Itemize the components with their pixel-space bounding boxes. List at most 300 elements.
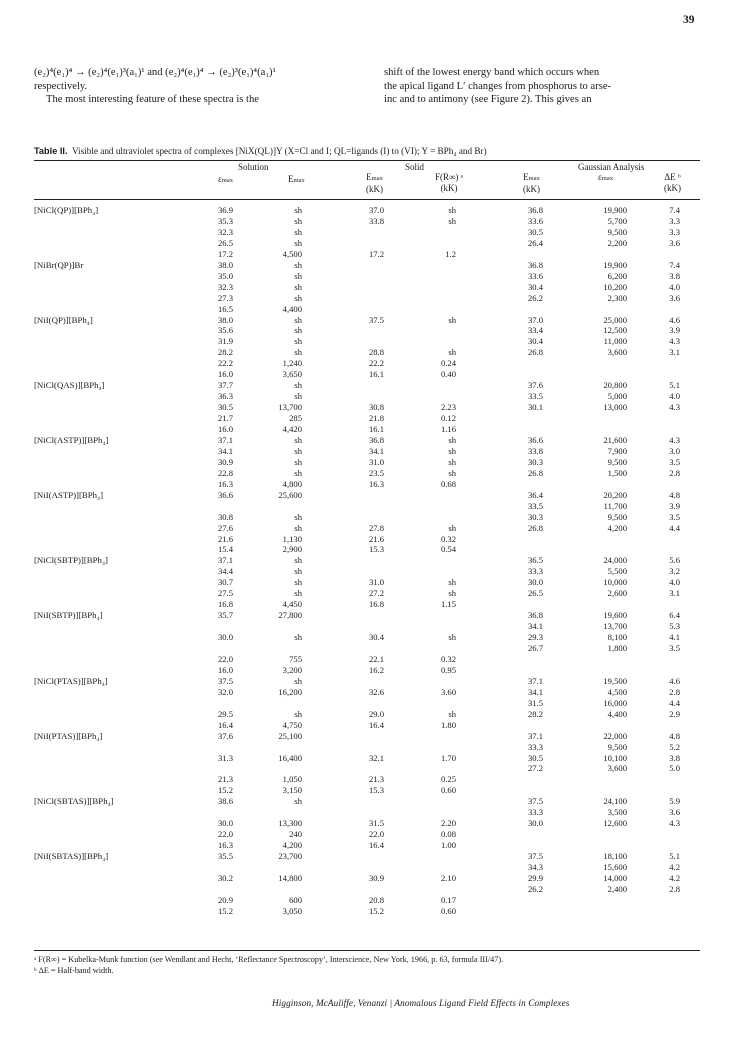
- table-cell: 4.1: [669, 632, 680, 643]
- table-cell: 21.6: [368, 533, 384, 544]
- table-cell: 31.0: [368, 577, 384, 588]
- text-line: the apical ligand L′ changes from phosphorus to arse-: [384, 80, 612, 92]
- table-cell: 16.2: [368, 664, 384, 675]
- table-cell: 35.7: [217, 610, 233, 621]
- table-cell: 13,300: [278, 818, 302, 829]
- table-cell: 31.5: [368, 818, 384, 829]
- table-cell: sh: [294, 456, 302, 467]
- table-cell: 4.2: [669, 862, 680, 872]
- table-cell: 1.80: [440, 719, 456, 730]
- table-cell: 33.8: [527, 445, 543, 456]
- text-line: shift of the lowest energy band which occurs when: [384, 67, 600, 78]
- table-cell: 19,500: [603, 675, 627, 686]
- table-cell: 3.1: [669, 347, 680, 358]
- table-cell: 0.68: [440, 478, 456, 489]
- table-cell: 29.0: [368, 708, 384, 719]
- table-cell: 34.3: [527, 862, 543, 872]
- table-cell: 4.6: [669, 314, 680, 325]
- table-cell: 0.32: [440, 653, 456, 664]
- table-cell: 0.24: [440, 358, 456, 369]
- table-cell: sh: [294, 380, 302, 391]
- table-cell: 3,200: [282, 664, 302, 675]
- table-cell: sh: [294, 708, 302, 719]
- table-cell: 3.3: [669, 215, 680, 226]
- table-cell: 0.60: [440, 905, 456, 916]
- table-cell: 13,700: [278, 402, 302, 413]
- table-cell: 36.3: [217, 391, 233, 402]
- table-cell: 0.60: [440, 785, 456, 796]
- compound-label: [NiBr(QP)]Br: [34, 259, 84, 270]
- table-cell: sh: [294, 391, 302, 402]
- table-cell: 3.6: [669, 807, 680, 818]
- table-cell: 4.3: [669, 336, 680, 347]
- table-cell: 9,500: [607, 226, 627, 237]
- left-column-text: [34, 66, 359, 107]
- table-cell: 27.8: [368, 522, 384, 533]
- table-cell: 0.32: [440, 533, 456, 544]
- table-cell: sh: [448, 347, 456, 358]
- table-cell: 5,500: [607, 566, 627, 577]
- table-cell: 16.4: [217, 719, 233, 730]
- table-cell: 4,450: [282, 599, 302, 610]
- table-cell: 3.8: [669, 752, 680, 763]
- table-cell: 16.0: [217, 424, 233, 434]
- table-cell: 4,400: [282, 303, 302, 314]
- table-cell: 37.0: [527, 314, 543, 325]
- table-cell: 16.1: [368, 369, 384, 380]
- table-cell: 5.1: [669, 380, 680, 391]
- table-cell: 16.0: [217, 664, 233, 675]
- table-cell: 3.8: [669, 270, 680, 281]
- table-cell: 27.6: [217, 522, 233, 533]
- table-cell: 22.8: [217, 467, 233, 478]
- table-cell: sh: [294, 215, 302, 226]
- table-cell: 33.3: [527, 741, 543, 752]
- table-cell: 26.5: [527, 588, 543, 599]
- table-cell: 31.9: [217, 336, 233, 347]
- table-cell: 26.8: [527, 467, 543, 478]
- compound-label: [NiI(ASTP)][BPh₄]: [34, 489, 104, 500]
- compound-label: [NiCl(ASTP)][BPh₄]: [34, 434, 109, 445]
- table-cell: 30.3: [527, 511, 543, 522]
- table-cell: 15.2: [217, 785, 233, 796]
- table-cell: 34.1: [217, 445, 233, 456]
- col-header-solid-F: F(R∞) ᵃ (kK): [435, 172, 464, 193]
- table-cell: 37.6: [527, 380, 543, 391]
- table-cell: 32.3: [217, 226, 233, 237]
- table-cell: 28.2: [217, 347, 233, 358]
- compound-label: [NiCl(PTAS)][BPh₄]: [34, 675, 108, 686]
- table-cell: 10,100: [603, 752, 627, 763]
- table-cell: 10,000: [603, 577, 627, 588]
- table-cell: 36.8: [527, 259, 543, 270]
- table-cell: sh: [294, 314, 302, 325]
- right-column-text: [384, 66, 709, 107]
- col-header-gauss-E: Emax (kK): [523, 172, 540, 194]
- table-cell: sh: [294, 226, 302, 237]
- table-cell: 15.2: [217, 905, 233, 916]
- table-cell: 4.3: [669, 818, 680, 829]
- table-cell: 16.4: [368, 719, 384, 730]
- table-cell: 28.2: [527, 708, 543, 719]
- table-cell: 33.3: [527, 566, 543, 577]
- table-cell: 30.9: [368, 872, 384, 883]
- table-cell: 36.9: [217, 205, 233, 215]
- text-line: respectively.: [34, 80, 88, 92]
- table-title: Visible and ultraviolet spectra of complexes [NiX(QL)]Y (X=Cl and I; QL=ligands (I) to (VI); Y = BPh₄ and Br): [71, 146, 487, 156]
- table-cell: sh: [294, 434, 302, 445]
- table-cell: 13,000: [603, 402, 627, 413]
- table-cell: 3.60: [440, 686, 456, 697]
- table-cell: 29.3: [527, 632, 543, 643]
- table-cell: 15.3: [368, 544, 384, 555]
- table-cell: sh: [294, 511, 302, 522]
- table-cell: 16.5: [217, 303, 233, 314]
- table-cell: sh: [294, 555, 302, 566]
- table-cell: 30.0: [217, 632, 233, 643]
- table-cell: 20,200: [603, 489, 627, 500]
- compound-label: [NiCl(SBTAS)][BPh₄]: [34, 796, 114, 807]
- table-top-rule: [34, 160, 700, 161]
- table-cell: 33.8: [368, 215, 384, 226]
- table-cell: sh: [448, 577, 456, 588]
- table-cell: 16.8: [217, 599, 233, 610]
- table-cell: 27.5: [217, 588, 233, 599]
- table-cell: 11,700: [603, 500, 627, 511]
- table-cell: 26.7: [527, 643, 543, 653]
- col-header-sol-E: Emax: [288, 174, 305, 184]
- table-cell: 9,500: [607, 741, 627, 752]
- table-caption: [34, 146, 487, 156]
- table-cell: 2.8: [669, 467, 680, 478]
- table-footnotes: [34, 954, 700, 976]
- table-cell: 3.1: [669, 588, 680, 599]
- table-cell: 37.5: [527, 796, 543, 807]
- compound-label: [NiCl(QAS)][BPh₄]: [34, 380, 105, 391]
- table-cell: 16.8: [368, 599, 384, 610]
- table-cell: 36.4: [527, 489, 543, 500]
- table-cell: 34.4: [217, 566, 233, 577]
- table-cell: 3.5: [669, 456, 680, 467]
- table-cell: 0.12: [440, 413, 456, 424]
- table-cell: sh: [448, 205, 456, 215]
- table-cell: 38.0: [217, 314, 233, 325]
- table-cell: 16,200: [278, 686, 302, 697]
- group-header-solid: Solid: [405, 162, 425, 172]
- table-cell: 21.8: [368, 413, 384, 424]
- table-cell: 12,500: [603, 325, 627, 336]
- table-cell: 2.23: [440, 402, 456, 413]
- table-cell: 0.54: [440, 544, 456, 555]
- table-cell: 35.5: [217, 851, 233, 862]
- table-cell: 4.6: [669, 675, 680, 686]
- table-cell: 1.15: [440, 599, 456, 610]
- page-number: 39: [683, 14, 695, 26]
- table-cell: 5.0: [669, 763, 680, 774]
- table-cell: 7,900: [607, 445, 627, 456]
- table-header-rule: [34, 199, 700, 200]
- table-cell: 3,500: [607, 807, 627, 818]
- table-cell: 16.3: [368, 478, 384, 489]
- table-cell: 4,750: [282, 719, 302, 730]
- table-cell: 24,100: [603, 796, 627, 807]
- table-cell: 27.2: [527, 763, 543, 774]
- table-cell: 30.2: [217, 872, 233, 883]
- table-cell: sh: [294, 467, 302, 478]
- table-cell: 16.1: [368, 424, 384, 434]
- table-cell: 37.1: [527, 730, 543, 741]
- table-cell: 1.70: [440, 752, 456, 763]
- table-cell: 37.1: [527, 675, 543, 686]
- compound-label: [NiI(QP)][BPh₄]: [34, 314, 93, 325]
- table-cell: 2,300: [607, 292, 627, 303]
- table-cell: 0.17: [440, 894, 456, 905]
- table-cell: 22.0: [217, 829, 233, 840]
- table-cell: 7.4: [669, 259, 680, 270]
- table-cell: 5,700: [607, 215, 627, 226]
- table-cell: 36.6: [217, 489, 233, 500]
- table-cell: sh: [294, 292, 302, 303]
- table-cell: 29.5: [217, 708, 233, 719]
- group-header-gaussian: Gaussian Analysis: [578, 162, 645, 172]
- footnote-a: ᵃ F(R∞) = Kubelka-Munk function (see Wendlant and Hecht, ‘Reflectance Spectroscopy’, Interscience, New York, 1966, p. 63, formula III/47).: [34, 955, 504, 964]
- table-cell: 31.3: [217, 752, 233, 763]
- table-cell: 37.7: [217, 380, 233, 391]
- table-cell: 285: [289, 413, 302, 424]
- table-cell: 33.6: [527, 270, 543, 281]
- table-cell: 36.5: [527, 555, 543, 566]
- table-cell: 16.0: [217, 369, 233, 380]
- col-header-sol-eps: εmax: [218, 174, 233, 184]
- table-cell: 37.6: [217, 730, 233, 741]
- table-cell: 37.1: [217, 434, 233, 445]
- table-cell: 8,100: [607, 632, 627, 643]
- table-cell: 19,900: [603, 205, 627, 215]
- table-cell: 14,800: [278, 872, 302, 883]
- table-cell: sh: [448, 522, 456, 533]
- compound-label: [NiI(PTAS)][BPh₄]: [34, 730, 103, 741]
- table-cell: 3,600: [607, 763, 627, 774]
- table-cell: 26.5: [217, 237, 233, 248]
- footnote-b: ᵇ ΔE = Half-band width.: [34, 966, 114, 975]
- table-cell: 22.2: [217, 358, 233, 369]
- table-cell: sh: [294, 281, 302, 292]
- table-cell: 15.4: [217, 544, 233, 555]
- table-cell: 31.5: [527, 697, 543, 708]
- table-cell: 1.16: [440, 424, 456, 434]
- table-cell: sh: [448, 445, 456, 456]
- table-cell: 0.40: [440, 369, 456, 380]
- table-cell: 23,700: [278, 851, 302, 862]
- table-cell: 36.8: [368, 434, 384, 445]
- table-cell: 16,400: [278, 752, 302, 763]
- table-cell: 38.0: [217, 259, 233, 270]
- text-line: The most interesting feature of these spectra is the: [46, 94, 259, 106]
- table-cell: 36.8: [527, 205, 543, 215]
- table-cell: 17.2: [217, 248, 233, 259]
- table-cell: sh: [294, 325, 302, 336]
- table-cell: 3.2: [669, 566, 680, 577]
- table-cell: 25,000: [603, 314, 627, 325]
- compound-label: [NiI(SBTP)][BPh₄]: [34, 610, 103, 621]
- table-cell: 30.0: [527, 577, 543, 588]
- table-cell: 33.6: [527, 215, 543, 226]
- col-header-solid-E: Emax (kK): [366, 172, 383, 194]
- table-cell: 26.8: [527, 347, 543, 358]
- table-cell: 11,000: [603, 336, 627, 347]
- table-cell: 2,400: [607, 883, 627, 894]
- table-cell: 30.4: [368, 632, 384, 643]
- table-cell: 22.1: [368, 653, 384, 664]
- table-cell: 2,200: [607, 237, 627, 248]
- table-cell: 27.3: [217, 292, 233, 303]
- table-cell: 4.3: [669, 402, 680, 413]
- col-header-gauss-dE: ΔE ᵇ (kK): [664, 172, 681, 193]
- table-cell: 21.7: [217, 413, 233, 424]
- table-cell: 29.9: [527, 872, 543, 883]
- table-cell: 12,600: [603, 818, 627, 829]
- group-header-solution: Solution: [238, 162, 269, 172]
- table-cell: 3.3: [669, 226, 680, 237]
- table-cell: 1,240: [282, 358, 302, 369]
- table-cell: sh: [294, 577, 302, 588]
- table-cell: 30.0: [527, 818, 543, 829]
- table-cell: sh: [448, 215, 456, 226]
- table-cell: 30.4: [527, 336, 543, 347]
- table-cell: 2.10: [440, 872, 456, 883]
- table-cell: 3.9: [669, 325, 680, 336]
- table-cell: 10,200: [603, 281, 627, 292]
- table-cell: 21,600: [603, 434, 627, 445]
- table-cell: 1,800: [607, 643, 627, 653]
- compound-label: [NiCl(SBTP)][BPh₄]: [34, 555, 108, 566]
- table-cell: 37.5: [368, 314, 384, 325]
- table-cell: 34.1: [368, 445, 384, 456]
- table-cell: 1,050: [282, 774, 302, 785]
- table-cell: 6.4: [669, 610, 680, 621]
- table-cell: 2.20: [440, 818, 456, 829]
- table-cell: 3,650: [282, 369, 302, 380]
- table-cell: sh: [448, 588, 456, 599]
- table-cell: 25,600: [278, 489, 302, 500]
- table-cell: 3.0: [669, 445, 680, 456]
- table-cell: 19,600: [603, 610, 627, 621]
- table-cell: 7.4: [669, 205, 680, 215]
- table-bottom-rule: [34, 950, 700, 951]
- table-cell: sh: [294, 522, 302, 533]
- table-cell: 4,400: [607, 708, 627, 719]
- table-cell: 32.3: [217, 281, 233, 292]
- table-cell: 30.4: [527, 281, 543, 292]
- table-cell: 4.8: [669, 730, 680, 741]
- table-cell: 24,000: [603, 555, 627, 566]
- table-cell: 31.0: [368, 456, 384, 467]
- table-cell: 25,100: [278, 730, 302, 741]
- table-cell: sh: [294, 270, 302, 281]
- table-cell: sh: [448, 456, 456, 467]
- table-cell: 17.2: [368, 248, 384, 259]
- table-cell: 26.2: [527, 883, 543, 894]
- table-cell: sh: [294, 566, 302, 577]
- table-cell: 3.9: [669, 500, 680, 511]
- table-cell: 6,200: [607, 270, 627, 281]
- table-cell: 34.1: [527, 621, 543, 632]
- table-cell: 30.8: [217, 511, 233, 522]
- table-cell: 36.8: [527, 610, 543, 621]
- table-cell: 16.3: [217, 478, 233, 489]
- formula-line: (e₂)⁴(e₁)⁴ → (e₂)⁴(e₁)³(a₁)¹ and (e₂)⁴(e₁)⁴ → (e₂)³(e₁)⁴(a₁)¹: [34, 67, 276, 78]
- table-cell: 16.3: [217, 840, 233, 851]
- table-cell: 30.0: [217, 818, 233, 829]
- table-cell: 4,800: [282, 478, 302, 489]
- table-cell: 21.3: [368, 774, 384, 785]
- col-header-gauss-eps: εmax: [598, 172, 613, 182]
- table-cell: 33.5: [527, 500, 543, 511]
- table-cell: 3.5: [669, 643, 680, 653]
- table-cell: 9,500: [607, 456, 627, 467]
- table-cell: 2.8: [669, 686, 680, 697]
- table-cell: 4.0: [669, 391, 680, 402]
- table-cell: 0.25: [440, 774, 456, 785]
- table-cell: 27.2: [368, 588, 384, 599]
- table-cell: 4,200: [282, 840, 302, 851]
- table-cell: 14,000: [603, 872, 627, 883]
- table-cell: 21.3: [217, 774, 233, 785]
- table-cell: 33.3: [527, 807, 543, 818]
- table-cell: 36.6: [527, 434, 543, 445]
- table-cell: 15,600: [603, 862, 627, 872]
- table-cell: 23.5: [368, 467, 384, 478]
- table-cell: 5.2: [669, 741, 680, 752]
- table-cell: 38.6: [217, 796, 233, 807]
- table-cell: 755: [289, 653, 302, 664]
- table-cell: 1,130: [282, 533, 302, 544]
- table-cell: 4,500: [282, 248, 302, 259]
- table-cell: 1.2: [445, 248, 456, 259]
- table-cell: sh: [294, 237, 302, 248]
- table-cell: 4.0: [669, 577, 680, 588]
- table-cell: 5.9: [669, 796, 680, 807]
- table-cell: 5.1: [669, 851, 680, 862]
- table-cell: 30.8: [368, 402, 384, 413]
- table-cell: 32.0: [217, 686, 233, 697]
- table-label: Table II.: [34, 146, 68, 156]
- table-cell: 34.1: [527, 686, 543, 697]
- table-cell: 30.1: [527, 402, 543, 413]
- table-cell: 37.1: [217, 555, 233, 566]
- table-cell: sh: [294, 588, 302, 599]
- compound-label: [NiCl(QP)][BPh₄]: [34, 205, 99, 215]
- table-cell: 30.9: [217, 456, 233, 467]
- table-cell: 22,000: [603, 730, 627, 741]
- table-cell: 15.3: [368, 785, 384, 796]
- table-cell: sh: [294, 632, 302, 643]
- text-line: inc and to antimony (see Figure 2). This gives an: [384, 94, 592, 106]
- table-cell: 3.5: [669, 511, 680, 522]
- table-cell: 2,900: [282, 544, 302, 555]
- table-cell: 35.0: [217, 270, 233, 281]
- table-cell: sh: [448, 467, 456, 478]
- table-cell: 30.7: [217, 577, 233, 588]
- table-cell: 15.2: [368, 905, 384, 916]
- table-cell: 600: [289, 894, 302, 905]
- table-cell: sh: [294, 205, 302, 215]
- table-cell: 26.8: [527, 522, 543, 533]
- table-cell: 33.4: [527, 325, 543, 336]
- table-cell: 35.6: [217, 325, 233, 336]
- table-cell: sh: [294, 675, 302, 686]
- table-cell: 0.08: [440, 829, 456, 840]
